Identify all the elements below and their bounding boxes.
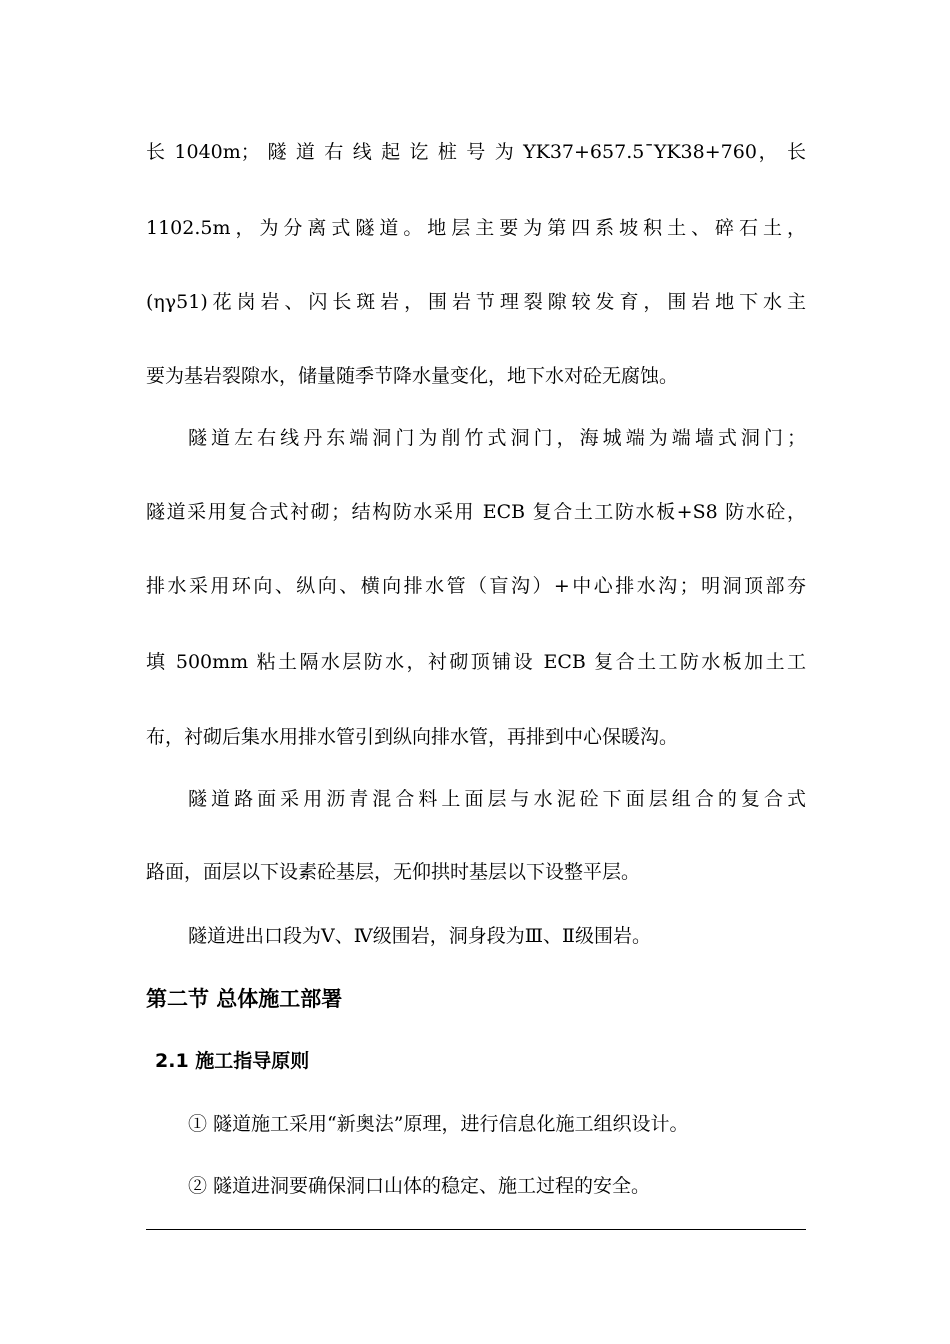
paragraph-3-line-1: 隧道路面采用沥青混合料上面层与水泥砼下面层组合的复合式 xyxy=(188,788,806,810)
paragraph-2-line-1: 隧道左右线丹东端洞门为削竹式洞门，海城端为端墙式洞门； xyxy=(188,427,806,449)
section-heading: 第二节 总体施工部署 xyxy=(146,987,343,1011)
paragraph-1-line-1: 长 1040m； 隧 道 右 线 起 讫 桩 号 为 YK37+657.5¯YK38+760， 长 xyxy=(146,141,806,163)
footer-divider xyxy=(146,1229,806,1230)
principle-item-1: ① 隧道施工采用“新奥法”原理，进行信息化施工组织设计。 xyxy=(188,1113,689,1135)
paragraph-1-line-3: (ηγ51)花岗岩、闪长斑岩，围岩节理裂隙较发育，围岩地下水主 xyxy=(146,291,806,313)
principle-item-2: ② 隧道进洞要确保洞口山体的稳定、施工过程的安全。 xyxy=(188,1175,651,1197)
paragraph-4-line-1: 隧道进出口段为Ⅴ、Ⅳ级围岩，洞身段为Ⅲ、Ⅱ级围岩。 xyxy=(188,925,651,947)
subsection-heading: 2.1 施工指导原则 xyxy=(155,1050,310,1072)
paragraph-2-line-3: 排水采用环向、纵向、横向排水管（盲沟）+中心排水沟；明洞顶部夯 xyxy=(146,575,806,597)
paragraph-3-line-2: 路面，面层以下设素砼基层，无仰拱时基层以下设整平层。 xyxy=(146,861,641,883)
paragraph-2-line-5: 布，衬砌后集水用排水管引到纵向排水管，再排到中心保暖沟。 xyxy=(146,726,679,748)
paragraph-2-line-4: 填 500mm 粘土隔水层防水，衬砌顶铺设 ECB 复合土工防水板加土工 xyxy=(146,651,806,673)
paragraph-1-line-4: 要为基岩裂隙水，储量随季节降水量变化，地下水对砼无腐蚀。 xyxy=(146,365,679,387)
paragraph-2-line-2: 隧道采用复合式衬砌；结构防水采用 ECB 复合土工防水板+S8 防水砼， xyxy=(146,501,806,523)
paragraph-1-line-2: 1102.5m，为分离式隧道。地层主要为第四系坡积土、碎石土， xyxy=(146,217,806,239)
